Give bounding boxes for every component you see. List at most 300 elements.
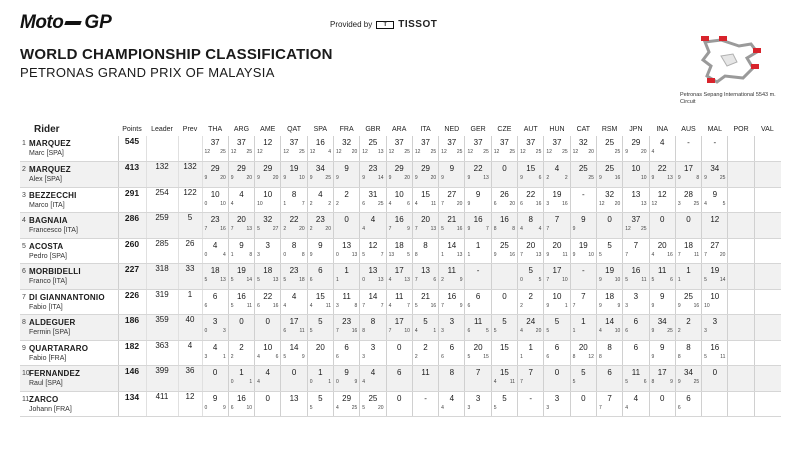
race-breakdown (676, 201, 701, 207)
race-breakdown (229, 354, 254, 360)
race-breakdown (597, 328, 622, 334)
race-points: 25 (368, 393, 378, 403)
race-result-cell (570, 213, 596, 239)
main-race-points: 1 (249, 379, 253, 385)
race-points: 37 (631, 215, 641, 224)
sprint-points: 5 (230, 302, 234, 309)
race-result-cell (623, 289, 649, 315)
points-cell: 226 (118, 289, 146, 315)
race-result-cell (333, 315, 359, 341)
race-points: 5 (581, 368, 586, 377)
race-breakdown (702, 328, 727, 334)
sprint-points: 6 (257, 302, 260, 309)
race-points: 15 (315, 291, 325, 301)
main-race-points: 6 (275, 353, 279, 360)
race-breakdown (308, 201, 333, 207)
race-points: 7 (633, 240, 639, 250)
race-result-cell (281, 340, 307, 366)
race-breakdown (650, 354, 675, 360)
rider-position: 6 (22, 268, 26, 275)
sprint-points: 10 (257, 200, 263, 207)
race-breakdown (229, 303, 254, 309)
race-result-cell (307, 366, 333, 392)
race-result-cell (281, 162, 307, 188)
race-breakdown (413, 226, 438, 232)
race-result-cell (465, 238, 491, 264)
sprint-points: 7 (520, 379, 523, 385)
race-result-cell (570, 289, 596, 315)
sprint-points: 0 (204, 328, 208, 334)
race-points: 2 (528, 291, 533, 301)
col-prev: Prev (182, 125, 198, 133)
main-race-points: 16 (272, 302, 279, 309)
race-points: 5 (607, 240, 612, 250)
circuit-map (677, 30, 773, 90)
race-points: 15 (499, 342, 509, 352)
sprint-points: 1 (283, 200, 287, 207)
sprint-points: 1 (441, 251, 444, 258)
race-points: 1 (318, 368, 323, 377)
race-result-cell (518, 340, 544, 366)
sprint-points: 6 (309, 277, 313, 283)
sprint-points: 3 (257, 251, 260, 258)
col-race-gbr: GBR (365, 125, 381, 133)
race-points: 18 (210, 266, 220, 275)
main-race-points: 8 (512, 226, 516, 232)
race-points: 9 (344, 164, 349, 173)
main-race-points: 25 (562, 149, 568, 155)
race-points (492, 264, 517, 277)
race-breakdown (597, 303, 622, 309)
race-points: 16 (499, 215, 509, 224)
sprint-points: 9 (625, 149, 629, 155)
rider-position: 1 (22, 140, 26, 147)
race-result-cell (649, 162, 675, 188)
race-breakdown (255, 379, 280, 385)
sprint-points: 3 (625, 302, 629, 309)
main-race-points: 12 (588, 353, 594, 360)
race-points: 20 (473, 342, 483, 352)
main-race-points: 16 (535, 200, 542, 207)
race-result-cell (465, 391, 491, 417)
col-race-por: POR (733, 125, 749, 133)
sprint-points: 8 (598, 353, 602, 360)
leader-gap-cell: 363 (146, 340, 178, 366)
race-result-cell (728, 340, 754, 366)
race-points: 10 (710, 291, 720, 301)
race-result-cell (544, 391, 570, 417)
race-result-cell (728, 391, 754, 417)
race-result-cell (439, 315, 465, 341)
race-points: 25 (368, 138, 378, 147)
main-race-points: 13 (220, 277, 226, 283)
race-result-cell (255, 162, 281, 188)
sprint-points: 4 (414, 200, 418, 207)
race-result-cell (491, 366, 517, 392)
race-result-cell (412, 366, 438, 392)
race-breakdown (571, 354, 596, 360)
race-result-cell (202, 391, 228, 417)
sprint-points: 9 (230, 175, 234, 181)
sprint-points: 0 (362, 277, 366, 283)
sprint-points: 3 (704, 328, 707, 334)
race-result-cell (623, 315, 649, 341)
main-race-points: 13 (404, 277, 410, 283)
race-points (728, 213, 753, 226)
sprint-points: 7 (414, 226, 418, 232)
main-race-points: 8 (354, 302, 358, 309)
race-result-cell (255, 264, 281, 290)
race-breakdown (518, 328, 543, 334)
sprint-points: 0 (204, 251, 208, 258)
race-points: 8 (449, 368, 455, 377)
race-result-cell (202, 136, 228, 162)
sprint-points: 1 (335, 277, 339, 283)
race-points: 8 (423, 240, 428, 250)
race-breakdown (281, 149, 306, 155)
race-result-cell (360, 213, 386, 239)
sprint-points: 12 (467, 149, 474, 155)
race-points: 23 (210, 215, 220, 224)
race-breakdown (597, 405, 622, 411)
race-points: 16 (473, 215, 483, 224)
race-breakdown (439, 252, 464, 258)
race-points: 9 (475, 189, 481, 199)
race-breakdown (334, 405, 359, 411)
race-points: 0 (607, 215, 612, 224)
race-result-cell (202, 315, 228, 341)
sprint-points: 5 (309, 328, 313, 334)
race-points: 20 (657, 240, 667, 250)
race-result-cell (439, 162, 465, 188)
race-result-cell (465, 340, 491, 366)
rider-cell (20, 136, 118, 162)
race-points: 4 (265, 368, 270, 377)
race-breakdown (571, 303, 596, 309)
sprint-points: 12 (625, 226, 631, 232)
race-points: 9 (239, 240, 244, 250)
race-result-cell (465, 187, 491, 213)
race-points: - (476, 266, 480, 275)
col-race-ame: AME (260, 125, 276, 133)
race-result-cell (728, 213, 754, 239)
race-breakdown (571, 226, 596, 232)
race-points: 6 (318, 266, 323, 275)
prev-gap-cell (178, 136, 202, 162)
points-cell: 146 (118, 366, 146, 392)
sprint-points: 5 (625, 277, 629, 283)
race-result-cell (623, 391, 649, 417)
race-points: 16 (710, 342, 720, 352)
points-cell: 134 (118, 391, 146, 417)
race-result-cell (649, 238, 675, 264)
main-race-points: 11 (693, 251, 700, 258)
race-result-cell (518, 136, 544, 162)
col-race-ina: INA (656, 125, 669, 133)
race-points: 26 (499, 189, 509, 199)
sprint-points: 6 (520, 200, 523, 207)
race-breakdown (492, 201, 517, 207)
race-result-cell (702, 136, 728, 162)
race-breakdown (492, 149, 517, 155)
race-result-cell (281, 289, 307, 315)
rider-position: 7 (22, 293, 26, 301)
main-race-points: 25 (719, 175, 726, 181)
col-points: Points (122, 125, 142, 133)
main-race-points: 7 (301, 200, 305, 207)
race-result-cell (570, 366, 596, 392)
main-race-points: 25 (378, 200, 384, 207)
sprint-points: 4 (257, 379, 260, 385)
prev-gap-cell: 26 (178, 238, 202, 264)
race-points: 4 (370, 368, 376, 377)
race-points: 7 (475, 368, 481, 377)
race-breakdown (360, 379, 385, 385)
race-breakdown (387, 201, 412, 207)
race-breakdown (360, 201, 385, 207)
race-result-cell (386, 238, 412, 264)
race-result-cell (333, 391, 359, 417)
race-points: 20 (236, 215, 246, 224)
race-result-cell (702, 315, 728, 341)
race-breakdown (281, 252, 306, 258)
race-result-cell (491, 238, 517, 264)
sprint-points: 9 (204, 175, 208, 181)
race-points: 4 (291, 291, 297, 301)
sprint-points: 9 (598, 302, 602, 309)
sprint-points: 6 (441, 353, 444, 360)
race-points: 22 (473, 164, 483, 173)
race-points: 25 (578, 164, 588, 173)
sprint-points: 9 (335, 175, 339, 181)
race-points: 11 (658, 266, 667, 275)
main-race-points: 25 (325, 175, 331, 181)
race-points: 14 (289, 342, 299, 352)
race-result-cell (491, 187, 517, 213)
race-result-cell (386, 264, 412, 290)
race-result-cell (518, 187, 544, 213)
race-result-cell (728, 264, 754, 290)
race-result-cell (728, 289, 754, 315)
race-result-cell (544, 213, 570, 239)
race-breakdown (255, 175, 280, 181)
race-result-cell (623, 264, 649, 290)
col-race-aut: AUT (523, 125, 538, 133)
race-points: 21 (421, 291, 430, 301)
race-breakdown (334, 149, 359, 155)
race-result-cell (307, 264, 333, 290)
race-result-cell (307, 162, 333, 188)
sprint-points: 5 (230, 277, 234, 283)
race-breakdown (413, 201, 438, 207)
main-race-points: 11 (325, 302, 331, 309)
race-result-cell (228, 136, 254, 162)
main-race-points: 8 (696, 175, 700, 181)
sprint-points: 12 (388, 149, 395, 155)
prev-gap-cell: 36 (178, 366, 202, 392)
sprint-points: 5 (598, 251, 602, 258)
race-result-cell (491, 264, 517, 290)
race-result-cell (675, 136, 701, 162)
race-points: 11 (473, 317, 483, 326)
race-breakdown (518, 252, 543, 258)
race-breakdown (465, 354, 490, 360)
race-breakdown (413, 328, 438, 334)
race-points: 11 (421, 368, 430, 377)
race-breakdown (544, 201, 569, 207)
main-race-points: 2 (564, 175, 568, 181)
race-result-cell (518, 289, 544, 315)
sprint-points: 9 (572, 226, 576, 232)
race-breakdown (623, 201, 648, 207)
race-points: 32 (578, 138, 588, 147)
race-points: 16 (236, 291, 246, 301)
race-points: 3 (212, 317, 218, 326)
rider-surname: FERNANDEZ (29, 369, 81, 378)
race-result-cell (228, 264, 254, 290)
sprint-points: 9 (651, 353, 655, 360)
race-result-cell (412, 391, 438, 417)
race-breakdown (281, 328, 306, 334)
race-points: 5 (554, 317, 560, 326)
race-breakdown (229, 175, 254, 181)
race-result-cell (412, 264, 438, 290)
race-result-cell (623, 136, 649, 162)
rider-surname: MARQUEZ (29, 165, 71, 174)
race-points: 7 (554, 215, 560, 224)
table-row (20, 315, 781, 341)
race-points: 29 (394, 164, 404, 173)
race-result-cell (360, 340, 386, 366)
sprint-points: 3 (677, 200, 681, 207)
sprint-points: 7 (441, 200, 444, 207)
sprint-points: 6 (625, 328, 629, 334)
race-points (728, 290, 753, 303)
main-race-points: 16 (220, 226, 226, 232)
race-points: 34 (657, 317, 667, 326)
race-points: 1 (239, 368, 244, 377)
race-points: 15 (421, 189, 430, 199)
race-points: 4 (212, 342, 218, 352)
logo-gp-text: GP (84, 12, 112, 33)
race-points: 2 (344, 189, 349, 199)
race-breakdown (203, 328, 228, 334)
sprint-points: 12 (257, 149, 263, 155)
race-result-cell (228, 162, 254, 188)
sprint-points: 3 (441, 328, 444, 334)
race-breakdown (203, 405, 228, 411)
sprint-points: 9 (309, 251, 313, 258)
race-points: 5 (528, 266, 533, 275)
rider-cell (20, 315, 118, 341)
sprint-points: 0 (204, 404, 208, 411)
race-breakdown (203, 226, 228, 232)
race-result-cell (360, 289, 386, 315)
race-result-cell (255, 136, 281, 162)
race-breakdown (571, 252, 596, 258)
race-result-cell (360, 136, 386, 162)
sprint-points: 0 (335, 379, 339, 385)
race-result-cell (255, 289, 281, 315)
table-row (20, 340, 781, 366)
rider-position: 10 (22, 370, 30, 377)
race-points: 6 (475, 291, 481, 301)
main-race-points: 7 (380, 251, 384, 258)
race-points: 25 (605, 138, 615, 147)
sprint-points: 1 (467, 251, 471, 258)
main-race-points: 11 (562, 251, 568, 258)
race-points: 4 (449, 393, 455, 403)
main-race-points: 8 (249, 251, 253, 258)
main-race-points: 4 (328, 149, 331, 155)
sprint-points: 4 (388, 302, 392, 309)
main-race-points: 6 (643, 379, 647, 385)
race-result-cell (333, 187, 359, 213)
points-cell: 186 (118, 315, 146, 341)
race-points (728, 264, 753, 277)
race-points: 22 (289, 215, 299, 224)
sprint-points: 4 (520, 328, 523, 334)
main-race-points: 20 (588, 149, 594, 155)
race-breakdown (465, 303, 490, 309)
race-result-cell (570, 264, 596, 290)
leader-gap-cell: 132 (146, 162, 178, 188)
race-result-cell (702, 289, 728, 315)
main-race-points: 4 (538, 226, 542, 232)
race-result-cell (702, 391, 728, 417)
sprint-points: 12 (441, 149, 447, 155)
main-race-points: 20 (299, 226, 305, 232)
sprint-points: 2 (414, 353, 418, 360)
rider-position: 11 (22, 395, 30, 403)
race-points: 6 (554, 342, 560, 352)
leader-gap-cell: 254 (146, 187, 178, 213)
sprint-points: 5 (625, 379, 629, 385)
race-points: 27 (710, 240, 720, 250)
race-points: 28 (684, 189, 693, 199)
main-race-points: 15 (483, 353, 489, 360)
race-breakdown (676, 379, 701, 385)
sprint-points: 7 (546, 226, 550, 232)
race-result-cell (465, 366, 491, 392)
race-points: 3 (265, 240, 270, 250)
race-result-cell (255, 366, 281, 392)
race-result-cell (439, 187, 465, 213)
race-points: 21 (447, 215, 457, 224)
race-breakdown (597, 149, 622, 155)
col-rider: Rider (34, 123, 60, 135)
race-result-cell (255, 238, 281, 264)
race-points: 37 (289, 138, 299, 147)
race-result-cell (412, 289, 438, 315)
race-points: 3 (449, 317, 455, 326)
race-result-cell (570, 391, 596, 417)
race-breakdown (571, 149, 596, 155)
main-race-points: 10 (220, 200, 226, 207)
race-points: 13 (368, 266, 378, 275)
race-breakdown (492, 405, 517, 411)
race-points: 16 (631, 266, 641, 275)
main-race-points: 27 (272, 226, 279, 232)
race-points: 0 (502, 291, 507, 301)
race-points: 18 (684, 240, 693, 250)
race-breakdown (676, 354, 701, 360)
race-points: 4 (318, 189, 323, 199)
race-breakdown (439, 149, 464, 155)
race-breakdown (203, 303, 228, 309)
race-breakdown (571, 175, 596, 181)
race-breakdown (387, 175, 412, 181)
